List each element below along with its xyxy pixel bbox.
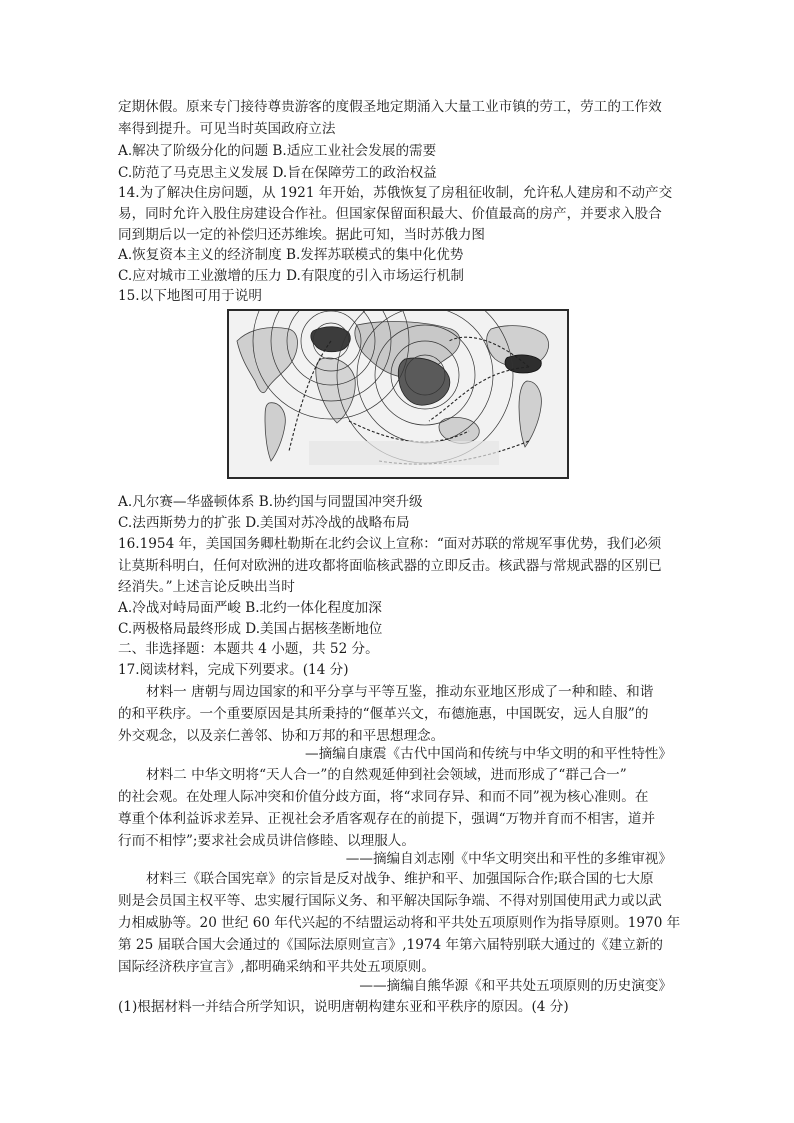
- q17-material2-line-2: 的社会观。在处理人际冲突和价值分歧方面，将“求同存异、和而不同”视为核心准则。在: [118, 789, 649, 805]
- q14-stem-line-2: 易，同时允许入股住房建设合作社。但国家保留面积最大、价值最高的房产，并要求入股合: [118, 206, 662, 222]
- q16-stem-line-1: 16.1954 年，美国国务卿杜勒斯在北约会议上宣称：“面对苏联的常规军事优势，我们必须: [118, 536, 662, 552]
- q14-options-cd: C.应对城市工业激增的压力 D.有限度的引入市场运行机制: [118, 268, 464, 284]
- q17-subquestion-1: (1)根据材料一并结合所学知识，说明唐朝构建东亚和平秩序的原因。(4 分): [118, 999, 569, 1015]
- q13-options-cd: C.防范了马克思主义发展 D.旨在保障劳工的政治权益: [118, 165, 437, 181]
- q17-material2-line-4: 行而不相悖”;要求社会成员讲信修睦、以理服人。: [118, 833, 415, 849]
- q17-material3-line-5: 国际经济秩序宣言》,都明确采纳和平共处五项原则。: [118, 959, 435, 975]
- q17-material1-line-1: 材料一 唐朝与周边国家的和平分享与平等互鉴，推动东亚地区形成了一种和睦、和谐: [146, 684, 654, 700]
- q17-material1-source: —摘编自康震《古代中国尚和传统与中华文明的和平性特性》: [304, 746, 672, 762]
- q13-stem-line-2: 率得到提升。可见当时英国政府立法: [118, 121, 336, 137]
- q13-options-ab: A.解决了阶级分化的问题 B.适应工业社会发展的需要: [118, 143, 437, 159]
- q17-material3-line-4: 第 25 届联合国大会通过的《国际法原则宣言》,1974 年第六届特别联大通过的《建立新的: [118, 937, 663, 953]
- q17-stem: 17.阅读材料，完成下列要求。(14 分): [118, 662, 349, 678]
- q17-material3-line-1: 材料三《联合国宪章》的宗旨是反对战争、维护和平、加强国际合作;联合国的七大原: [146, 871, 654, 887]
- q15-stem: 15.以下地图可用于说明: [118, 288, 262, 304]
- q16-stem-line-2: 让莫斯科明白，任何对欧洲的进攻都将面临核武器的立即反击。核武器与常规武器的区别已: [118, 558, 662, 574]
- q17-material2-source: ——摘编自刘志刚《中华文明突出和平性的多维审视》: [345, 851, 672, 867]
- q14-options-ab: A.恢复资本主义的经济制度 B.发挥苏联模式的集中化优势: [118, 247, 464, 263]
- q14-stem-line-3: 同到期后以一定的补偿归还苏维埃。据此可知，当时苏俄力图: [118, 227, 486, 243]
- world-map-figure: [227, 309, 569, 479]
- q17-material2-line-3: 尊重个体利益诉求差异、正视社会矛盾客观存在的前提下，强调“万物并育而不相害，道并: [118, 811, 656, 827]
- q15-options-cd: C.法西斯势力的扩张 D.美国对苏冷战的战略布局: [118, 515, 410, 531]
- q14-stem-line-1: 14.为了解决住房问题，从 1921 年开始，苏俄恢复了房租征收制，允许私人建房和不动产交: [118, 185, 673, 201]
- section-heading: 二、非选择题：本题共 4 小题，共 52 分。: [118, 641, 379, 657]
- q16-stem-line-3: 经消失。”上述言论反映出当时: [118, 579, 295, 595]
- q16-options-cd: C.两极格局最终形成 D.美国占据核垄断地位: [118, 621, 383, 637]
- q17-material1-line-2: 的和平秩序。一个重要原因是其所秉持的“偃革兴文，布德施惠，中国既安，远人自服”的: [118, 706, 649, 722]
- world-map-illustration: [229, 311, 567, 477]
- q17-material3-line-2: 则是会员国主权平等、忠实履行国际义务、和平解决国际争端、不得对别国使用武力或以武: [118, 893, 662, 909]
- q17-material3-line-3: 力相威胁等。20 世纪 60 年代兴起的不结盟运动将和平共处五项原则作为指导原则。1970 年: [118, 915, 681, 931]
- q17-material3-source: ——摘编自熊华源《和平共处五项原则的历史演变》: [359, 978, 672, 994]
- q17-material2-line-1: 材料二 中华文明将“天人合一”的自然观延伸到社会领域，进而形成了“群己合一”: [146, 767, 627, 783]
- q16-options-ab: A.冷战对峙局面严峻 B.北约一体化程度加深: [118, 600, 382, 616]
- q15-options-ab: A.凡尔赛—华盛顿体系 B.协约国与同盟国冲突升级: [118, 494, 423, 510]
- q13-stem-line-1: 定期休假。原来专门接待尊贵游客的度假圣地定期涌入大量工业市镇的劳工，劳工的工作效: [118, 99, 662, 115]
- q17-material1-line-3: 外交观念，以及亲仁善邻、协和万邦的和平思想理念。: [118, 728, 445, 744]
